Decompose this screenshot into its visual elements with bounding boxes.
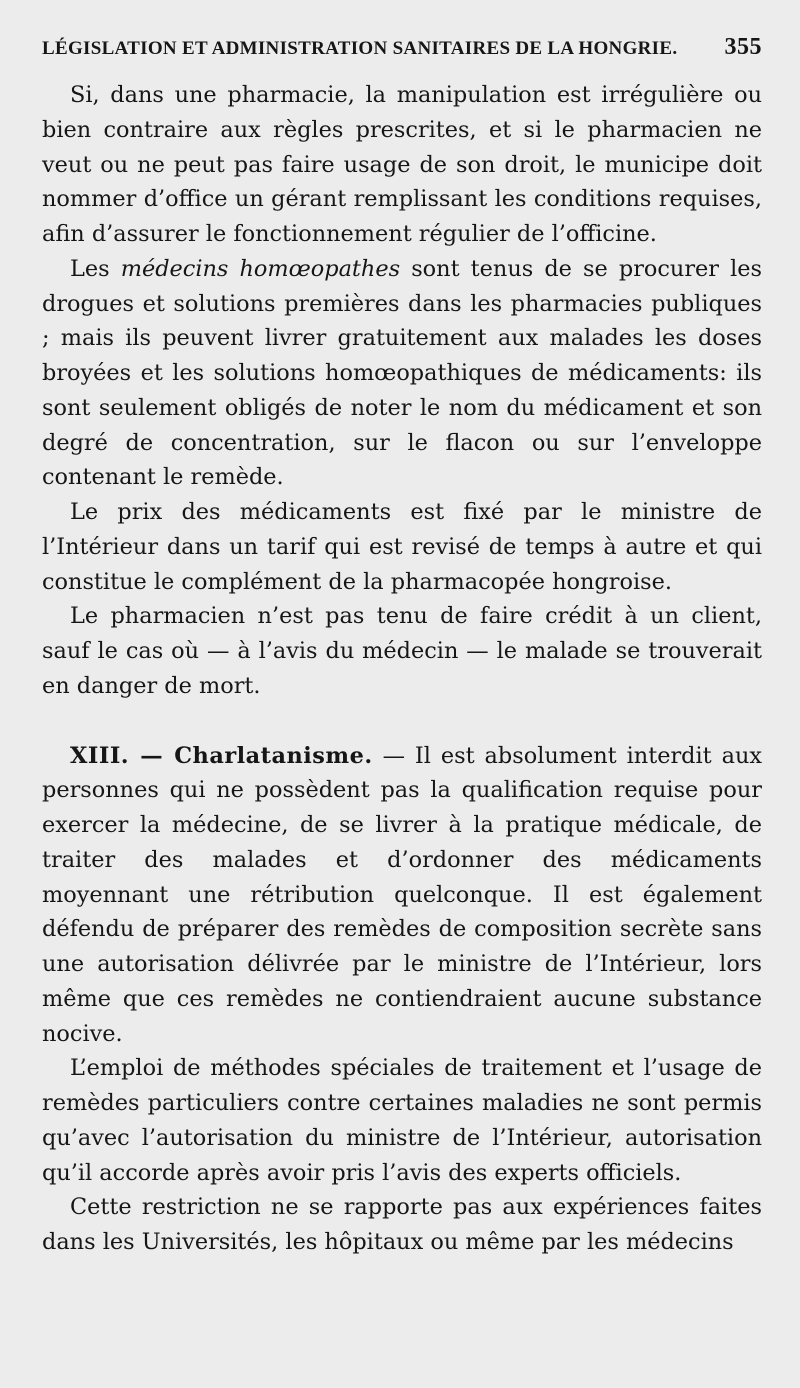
running-title: LÉGISLATION ET ADMINISTRATION SANITAIRES DE LA HONGRIE. (42, 38, 678, 59)
paragraph-special-methods: L’emploi de méthodes spéciales de traitement et l’usage de remèdes particuliers contre certaines maladies ne sont permis qu’avec l’autorisation du ministre de l’Intérieur, autorisation qu’il accorde après avoir pris l’avis des experts officiels. (42, 1055, 762, 1186)
paragraph-drug-prices: Le prix des médicaments est fixé par le ministre de l’Intérieur dans un tarif qui est revisé de temps à autre et qui constitue le complément de la pharmacopée hongroise. (42, 499, 762, 595)
paragraph-pharmacy-manipulation: Si, dans une pharmacie, la manipulation est irrégulière ou bien contraire aux règles prescrites, et si le pharmacien ne veut ou ne peut pas faire usage de son droit, le municipe doit nommer d’office un gérant remplissant les conditions requises, afin d’assurer le fonctionnement régulier de l’officine. (42, 82, 762, 247)
body-text (42, 78, 762, 1260)
paragraph-charlatanism: XIII. — Charlatanisme. — Il est absolument interdit aux personnes qui ne possèdent pas la qualification requise pour exercer la médecine, de se livrer à la pratique médicale, de traiter des malades et d’ordonner des médicaments moyennant une rétribution quelconque. Il est également défendu de préparer des remèdes de composition secrète sans une autorisation délivrée par le ministre de l’Intérieur, lors même que ces remèdes ne contiendraient aucune substance nocive. (42, 742, 762, 1047)
page-number: 355 (724, 34, 762, 60)
paragraph-homeopathic-doctors: Les médecins homœopathes sont tenus de se procurer les drogues et solutions premières dans les pharmacies publiques ; mais ils peuvent livrer gratuitement aux malades les doses broyées et les solutions homœopathiques de médicaments: ils sont seulement obligés de noter le nom du médicament et son degré de concentration, sur le flacon ou sur l’enveloppe contenant le remède. (42, 255, 763, 491)
paragraph-credit: Le pharmacien n’est pas tenu de faire crédit à un client, sauf le cas où — à l’avis du médecin — le malade se trouverait en danger de mort. (42, 603, 762, 699)
section-heading: XIII. — Charlatanisme. (70, 742, 373, 769)
paragraph-restriction: Cette restriction ne se rapporte pas aux expériences faites dans les Universités, les hôpitaux ou même par les médecins (42, 1194, 762, 1255)
italic-term: médecins homœopathes (120, 255, 401, 282)
running-header (42, 28, 762, 68)
